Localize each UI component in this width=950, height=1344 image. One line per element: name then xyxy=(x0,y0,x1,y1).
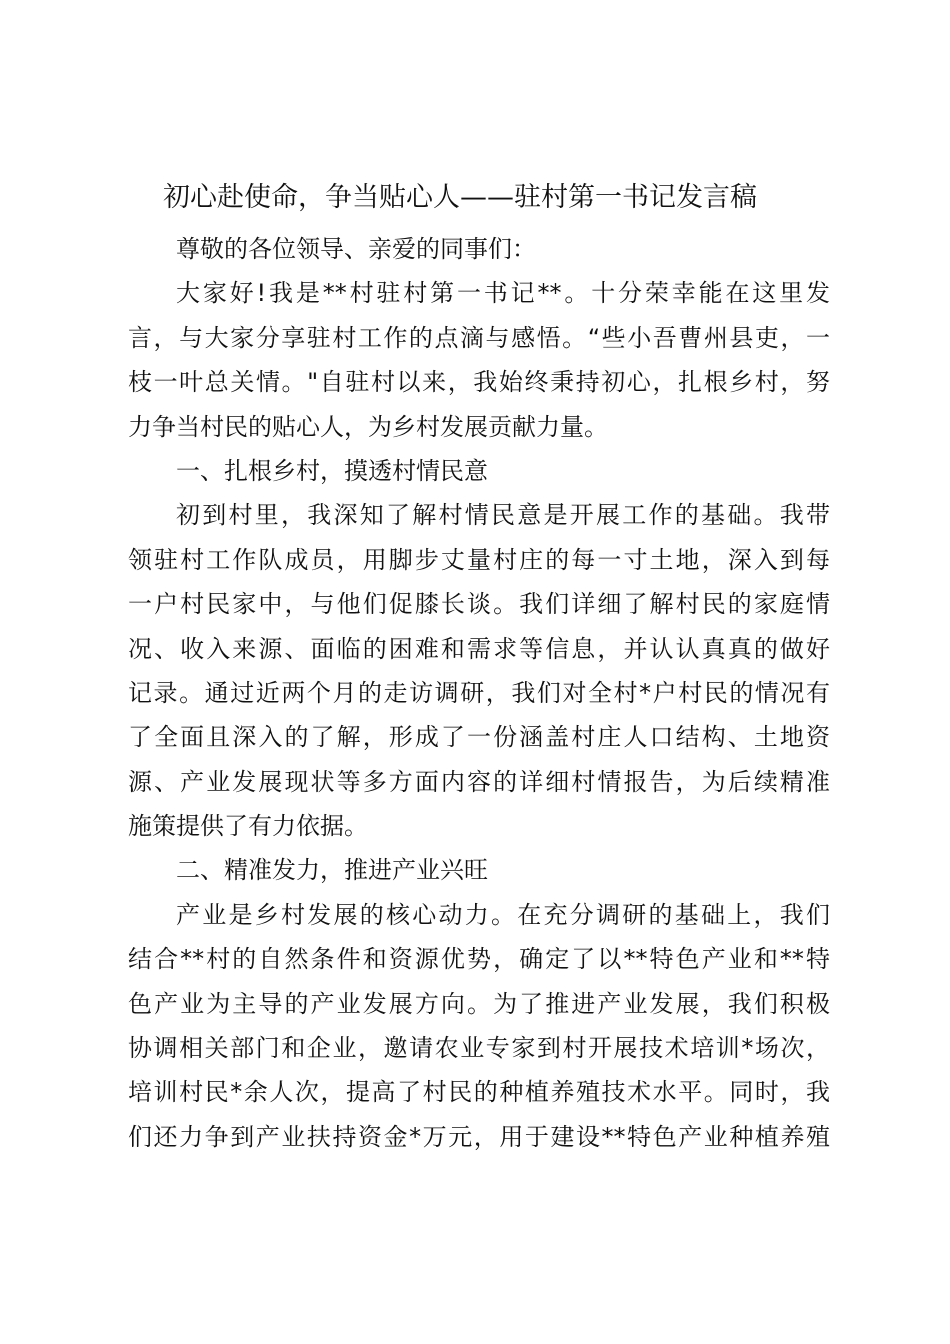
body-line: 枝一叶总关情。"自驻村以来，我始终秉持初心，扎根乡村，努 xyxy=(128,368,830,397)
body-line: 们还力争到产业扶持资金*万元，用于建设**特色产业种植养殖 xyxy=(128,1122,830,1151)
body-line: 色产业为主导的产业发展方向。为了推进产业发展，我们积极 xyxy=(128,989,830,1018)
body-line: 领驻村工作队成员，用脚步丈量村庄的每一寸土地，深入到每 xyxy=(128,545,830,574)
body-line: 了全面且深入的了解，形成了一份涵盖村庄人口结构、土地资 xyxy=(128,723,830,752)
body-line: 一户村民家中，与他们促膝长谈。我们详细了解村民的家庭情 xyxy=(128,590,830,619)
body-line: 施策提供了有力依据。 xyxy=(128,812,368,841)
body-line: 产业是乡村发展的核心动力。在充分调研的基础上，我们 xyxy=(176,900,830,929)
document-title: 初心赴使命，争当贴心人——驻村第一书记发言稿 xyxy=(163,182,757,213)
body-line: 初到村里，我深知了解村情民意是开展工作的基础。我带 xyxy=(176,501,830,530)
body-line: 大家好!我是**村驻村第一书记**。十分荣幸能在这里发 xyxy=(176,279,830,308)
body-line: 言，与大家分享驻村工作的点滴与感悟。“些小吾曹州县吏，一 xyxy=(128,323,830,352)
body-line: 一、扎根乡村，摸透村情民意 xyxy=(176,456,488,485)
body-line: 源、产业发展现状等多方面内容的详细村情报告，为后续精准 xyxy=(128,767,830,796)
body-line: 力争当村民的贴心人，为乡村发展贡献力量。 xyxy=(128,412,608,441)
body-line: 结合**村的自然条件和资源优势，确定了以**特色产业和**特 xyxy=(128,945,830,974)
body-line: 培训村民*余人次，提高了村民的种植养殖技术水平。同时，我 xyxy=(128,1078,830,1107)
body-line: 况、收入来源、面临的困难和需求等信息，并认认真真的做好 xyxy=(128,634,830,663)
body-line: 协调相关部门和企业，邀请农业专家到村开展技术培训*场次， xyxy=(128,1034,830,1063)
body-line: 尊敬的各位领导、亲爱的同事们： xyxy=(176,235,536,263)
body-line: 二、精准发力，推进产业兴旺 xyxy=(176,856,488,885)
document-body xyxy=(128,227,830,1159)
body-line: 记录。通过近两个月的走访调研，我们对全村*户村民的情况有 xyxy=(128,678,830,707)
